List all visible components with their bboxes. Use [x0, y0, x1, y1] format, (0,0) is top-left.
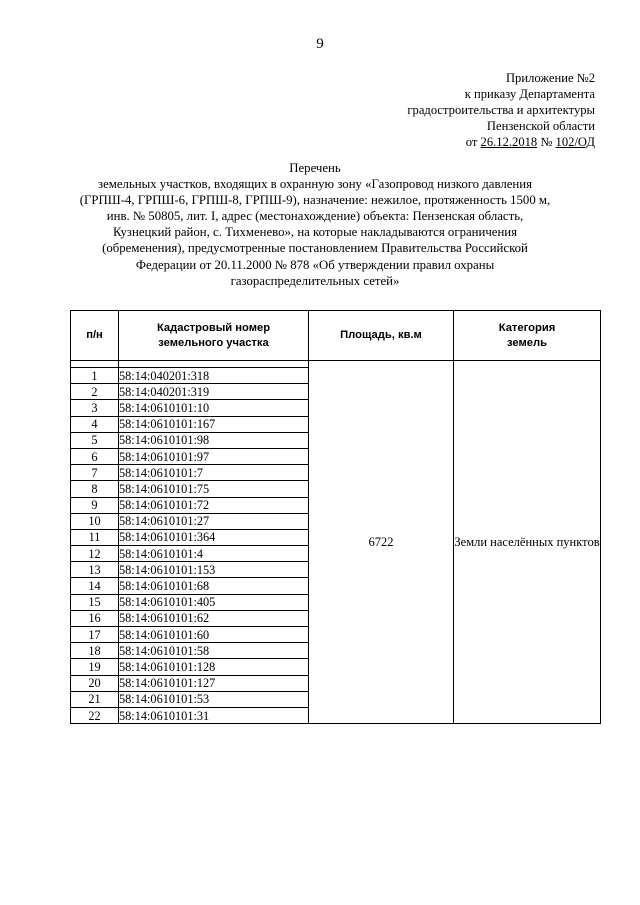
row-number: 10	[71, 513, 119, 529]
row-number: 4	[71, 416, 119, 432]
cadastral-number: 58:14:0610101:364	[119, 529, 309, 545]
cadastral-number: 58:14:0610101:97	[119, 448, 309, 464]
header-cadastral	[119, 311, 309, 361]
land-plots-table	[70, 310, 601, 724]
cadastral-number: 58:14:0610101:53	[119, 691, 309, 707]
header-category	[454, 311, 601, 361]
annex-region: Пензенской области	[486, 119, 595, 133]
row-number: 8	[71, 481, 119, 497]
annex-title: Приложение №2	[505, 71, 595, 85]
cadastral-number: 58:14:0610101:72	[119, 497, 309, 513]
header-category-line2: земель	[507, 336, 547, 349]
land-category-value: Земли населённых пунктов	[454, 361, 601, 724]
cadastral-number: 58:14:0610101:128	[119, 659, 309, 675]
title-line: (ГРПШ-4, ГРПШ-6, ГРПШ-8, ГРПШ-9), назначение: нежилое, протяженность 1500 м,	[79, 193, 551, 208]
row-number: 5	[71, 432, 119, 448]
cadastral-number: 58:14:0610101:7	[119, 465, 309, 481]
cadastral-number: 58:14:0610101:68	[119, 578, 309, 594]
table-body	[71, 361, 601, 724]
row-number: 2	[71, 384, 119, 400]
cadastral-number: 58:14:0610101:10	[119, 400, 309, 416]
title-line: (обременения), предусмотренные постановлением Правительства Российской	[102, 241, 528, 256]
title-line: газораспределительных сетей»	[230, 273, 400, 288]
row-number: 7	[71, 465, 119, 481]
cadastral-number: 58:14:0610101:27	[119, 513, 309, 529]
spacer-cell	[71, 361, 119, 368]
cadastral-number: 58:14:0610101:167	[119, 416, 309, 432]
cadastral-number: 58:14:0610101:62	[119, 610, 309, 626]
annex-date: 26.12.2018	[480, 135, 538, 149]
row-number: 21	[71, 691, 119, 707]
row-number: 18	[71, 643, 119, 659]
cadastral-number: 58:14:040201:319	[119, 384, 309, 400]
annex-number-prefix: №	[537, 135, 556, 149]
table-header-row	[71, 311, 601, 361]
header-cadastral-line1: Кадастровый номер	[156, 321, 271, 334]
cadastral-number: 58:14:0610101:405	[119, 594, 309, 610]
area-value: 6722	[309, 361, 454, 724]
header-category-line1: Категория	[498, 321, 556, 334]
cadastral-number: 58:14:0610101:60	[119, 627, 309, 643]
row-number: 3	[71, 400, 119, 416]
title-line: инв. № 50805, лит. I, адрес (местонахождение) объекта: Пензенская область,	[106, 209, 524, 224]
row-number: 11	[71, 529, 119, 545]
annex-date-line	[275, 134, 595, 150]
annex-order-ref: к приказу Департамента	[464, 87, 595, 101]
row-number: 17	[71, 627, 119, 643]
row-number: 20	[71, 675, 119, 691]
cadastral-number: 58:14:0610101:98	[119, 432, 309, 448]
title-heading: Перечень	[289, 161, 341, 175]
row-number: 16	[71, 610, 119, 626]
annex-date-prefix: от	[465, 135, 481, 149]
cadastral-number: 58:14:0610101:127	[119, 675, 309, 691]
spacer-cell	[119, 361, 309, 368]
annex-department: градостроительства и архитектуры	[407, 103, 595, 117]
row-number: 19	[71, 659, 119, 675]
cadastral-number: 58:14:0610101:58	[119, 643, 309, 659]
row-number: 1	[71, 368, 119, 384]
row-number: 15	[71, 594, 119, 610]
row-number: 22	[71, 707, 119, 723]
annex-block	[275, 70, 595, 150]
row-number: 9	[71, 497, 119, 513]
table-spacer-row	[71, 361, 601, 368]
row-number: 14	[71, 578, 119, 594]
page-number: 9	[316, 36, 324, 52]
row-number: 12	[71, 546, 119, 562]
title-line: Кузнецкий район, с. Тихменево», на которые накладываются ограничения	[112, 225, 518, 240]
annex-number: 102/ОД	[555, 135, 595, 149]
header-cadastral-line2: земельного участка	[158, 336, 269, 349]
header-area: Площадь, кв.м	[309, 311, 454, 361]
cadastral-number: 58:14:0610101:4	[119, 546, 309, 562]
header-number: п/н	[71, 311, 119, 361]
row-number: 13	[71, 562, 119, 578]
title-line: земельных участков, входящих в охранную зону «Газопровод низкого давления	[98, 177, 532, 192]
cadastral-number: 58:14:040201:318	[119, 368, 309, 384]
row-number: 6	[71, 448, 119, 464]
document-title	[70, 160, 560, 289]
cadastral-number: 58:14:0610101:153	[119, 562, 309, 578]
cadastral-number: 58:14:0610101:75	[119, 481, 309, 497]
title-line: Федерации от 20.11.2000 № 878 «Об утверждении правил охраны	[135, 257, 495, 272]
cadastral-number: 58:14:0610101:31	[119, 707, 309, 723]
